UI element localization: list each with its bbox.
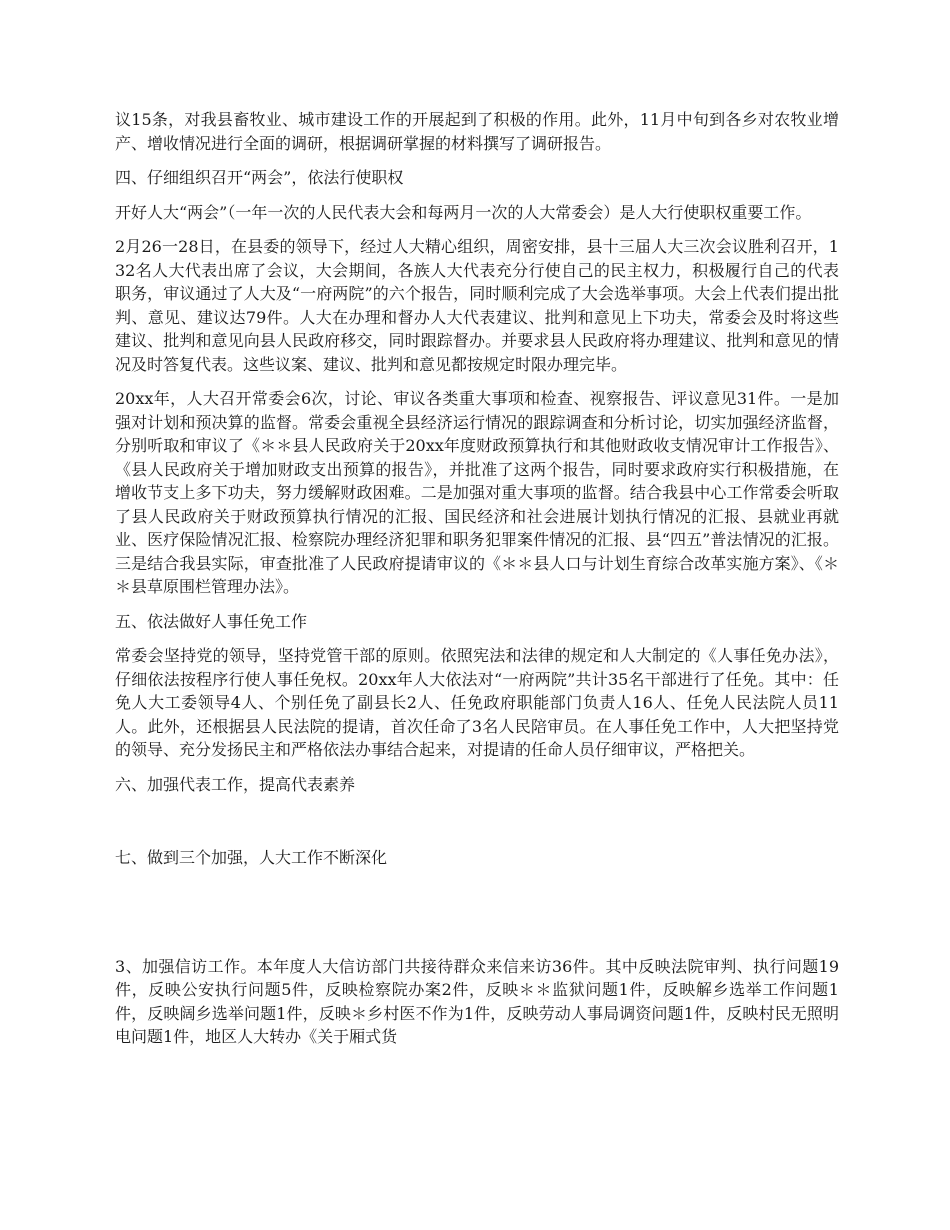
paragraph-personnel-appointments: 常委会坚持党的领导，坚持党管干部的原则。依照宪法和法律的规定和人大制定的《人事任免办法》，仔细依法按程序行使人事任免权。20xx年人大依法对“一府两院”共计35名干部进行了任免。其中：任免人大工委领导4人、个别任免了副县长2人、任免政府职能部门负责人16人、任免人民法院人员11人。此外，还根据县人民法院的提请，首次任命了3名人民陪审员。在人事任免工作中，人大把坚持党的领导、充分发扬民主和严格依法办事结合起来，对提请的任命人员仔细审议，严格把关。 [115, 646, 839, 759]
paragraph-two-sessions-intro: 开好人大“两会”（一年一次的人民代表大会和每两月一次的人大常委会）是人大行使职权重要工作。 [115, 202, 812, 222]
section-heading-seven: 七、做到三个加强，人大工作不断深化 [115, 848, 388, 867]
document-page [115, 108, 839, 1060]
section-heading-four: 四、仔细组织召开“两会”，依法行使职权 [115, 168, 404, 187]
paragraph-petitions: 3、加强信访工作。本年度人大信访部门共接待群众来信来访36件。其中反映法院审判、执行问题19件，反映公安执行问题5件，反映检察院办案2件，反映＊＊监狱问题1件，反映解乡选举工作问题1件，反映阔乡选举问题1件，反映＊乡村医不作为1件，反映劳动人事局调资问题1件，反映村民无照明电问题1件，地区人大转办《关于厢式货 [115, 956, 839, 1046]
paragraph-research: 议15条，对我县畜牧业、城市建设工作的开展起到了积极的作用。此外，11月中旬到各乡对农牧业增产、增收情况进行全面的调研，根据调研掌握的材料撰写了调研报告。 [115, 110, 839, 153]
section-heading-five: 五、依法做好人事任免工作 [115, 611, 308, 631]
paragraph-congress-meeting: 2月26一28日，在县委的领导下，经过人大精心组织，周密安排，县十三届人大三次会议胜利召开，132名人大代表出席了会议，大会期间，各族人大代表充分行使自己的民主权力，积极履行自己的代表职务，审议通过了人大及“一府两院”的六个报告，同时顺利完成了大会选举事项。大会上代表们提出批判、意见、建议达79件。人大在办理和督办人大代表建议、批判和意见上下功夫，常委会及时将这些建议、批判和意见向县人民政府移交，同时跟踪督办。并要求县人民政府将办理建议、批判和意见的情况及时答复代表。这些议案、建议、批判和意见都按规定时限办理完毕。 [115, 237, 839, 374]
paragraph-standing-committee: 20xx年，人大召开常委会6次，讨论、审议各类重大事项和检查、视察报告、评议意见31件。一是加强对计划和预决算的监督。常委会重视全县经济运行情况的跟踪调查和分析讨论，切实加强经济监督，分别听取和审议了《＊＊县人民政府关于20xx年度财政预算执行和其他财政收支情况审计工作报告》、《县人民政府关于增加财政支出预算的报告》，并批准了这两个报告，同时要求政府实行积极措施，在增收节支上多下功夫，努力缓解财政困难。二是加强对重大事项的监督。结合我县中心工作常委会听取了县人民政府关于财政预算执行情况的汇报、国民经济和社会进展计划执行情况的汇报、县就业再就业、医疗保险情况汇报、检察院办理经济犯罪和职务犯罪案件情况的汇报、县“四五”普法情况的汇报。三是结合我县实际，审查批准了人民政府提请审议的《＊＊县人口与计划生育综合改革实施方案》、《＊＊县草原围栏管理办法》。 [115, 389, 839, 596]
section-heading-six: 六、加强代表工作，提高代表素养 [115, 774, 356, 794]
